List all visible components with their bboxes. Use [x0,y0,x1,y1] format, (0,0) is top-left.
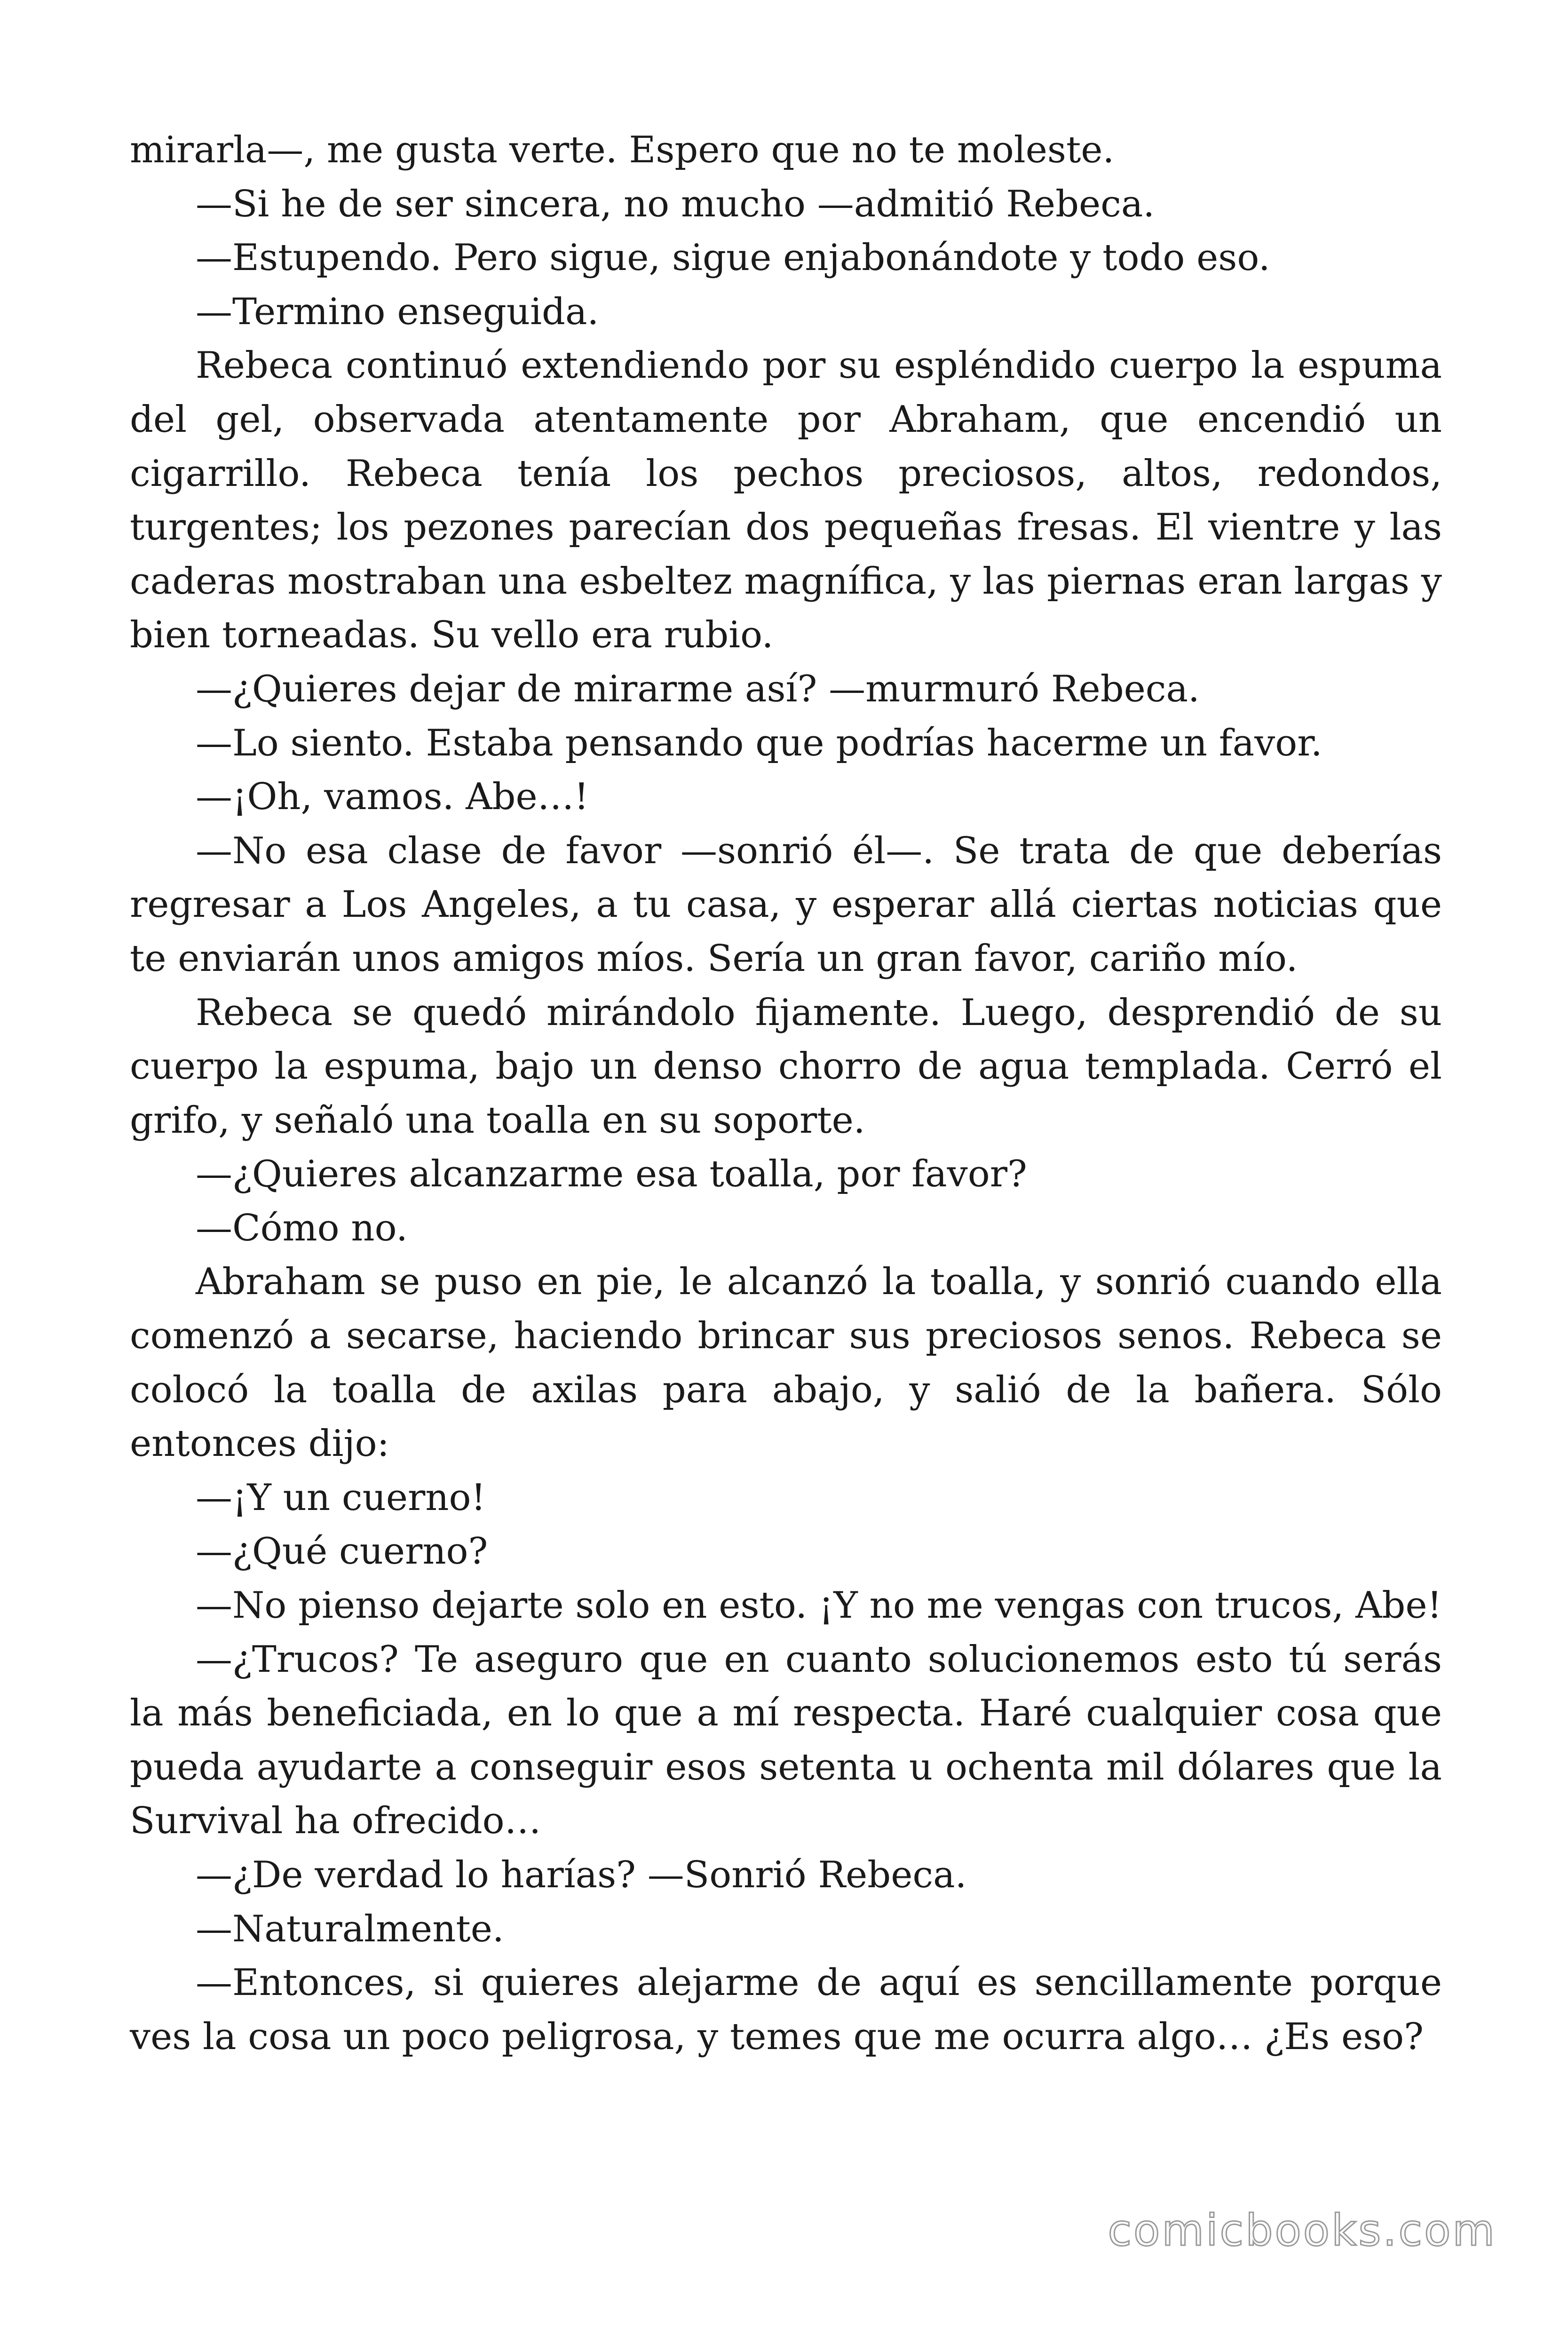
paragraph: —Lo siento. Estaba pensando que podrías hacerme un favor. [196,722,1323,764]
paragraph: —No pienso dejarte solo en esto. ¡Y no me vengas con trucos, Abe! [196,1584,1442,1627]
paragraph: —Estupendo. Pero sigue, sigue enjabonándote y todo eso. [196,237,1270,279]
paragraph: mirarla—, me gusta verte. Espero que no te moleste. [130,129,1115,171]
paragraph: Rebeca se quedó mirándolo fijamente. Luego, desprendió de su cuerpo la espuma, bajo un denso chorro de agua templada. Cerró el grifo, y señaló una toalla en su soporte. [130,991,1442,1142]
paragraph: —¿De verdad lo harías? —Sonrió Rebeca. [196,1854,967,1896]
paragraph: —Termino enseguida. [196,290,599,333]
paragraph: —¿Trucos? Te aseguro que en cuanto solucionemos esto tú serás la más beneficiada, en lo que a mí respecta. Haré cualquier cosa que pueda ayudarte a conseguir esos setenta u ochenta mil dólares que la Survival ha ofrecido… [130,1638,1442,1843]
paragraph: —Si he de ser sincera, no mucho —admitió Rebeca. [196,183,1155,225]
paragraph: —No esa clase de favor —sonrió él—. Se trata de que deberías regresar a Los Angeles, a tu casa, y esperar allá ciertas noticias que te enviarán unos amigos míos. Sería un gran favor, cariño mío. [130,829,1442,980]
paragraph: —¿Quieres dejar de mirarme así? —murmuró Rebeca. [196,667,1200,710]
paragraph: —Cómo no. [196,1207,408,1249]
paragraph: —Naturalmente. [196,1907,504,1950]
paragraph: —¡Y un cuerno! [196,1476,486,1519]
paragraph: —¡Oh, vamos. Abe…! [196,776,589,818]
paragraph: Rebeca continuó extendiendo por su espléndido cuerpo la espuma del gel, observada atentamente por Abraham, que encendió un cigarrillo. Rebeca tenía los pechos preciosos, altos, redondos, turgentes; los pezones parecían dos pequeñas fresas. El vientre y las caderas mostraban una esbeltez magnífica, y las piernas eran largas y bien torneadas. Su vello era rubio. [130,344,1442,657]
watermark: comicbooks.com [1108,2205,1497,2256]
paragraph: —Entonces, si quieres alejarme de aquí es sencillamente porque ves la cosa un poco peligrosa, y temes que me ocurra algo… ¿Es eso? [130,1962,1442,2058]
paragraph: —¿Qué cuerno? [196,1530,488,1573]
page-body [130,123,1442,2064]
paragraph: Abraham se puso en pie, le alcanzó la toalla, y sonrió cuando ella comenzó a secarse, haciendo brincar sus preciosos senos. Rebeca se colocó la toalla de axilas para abajo, y salió de la bañera. Sólo entonces dijo: [130,1261,1442,1465]
paragraph: —¿Quieres alcanzarme esa toalla, por favor? [196,1153,1027,1196]
